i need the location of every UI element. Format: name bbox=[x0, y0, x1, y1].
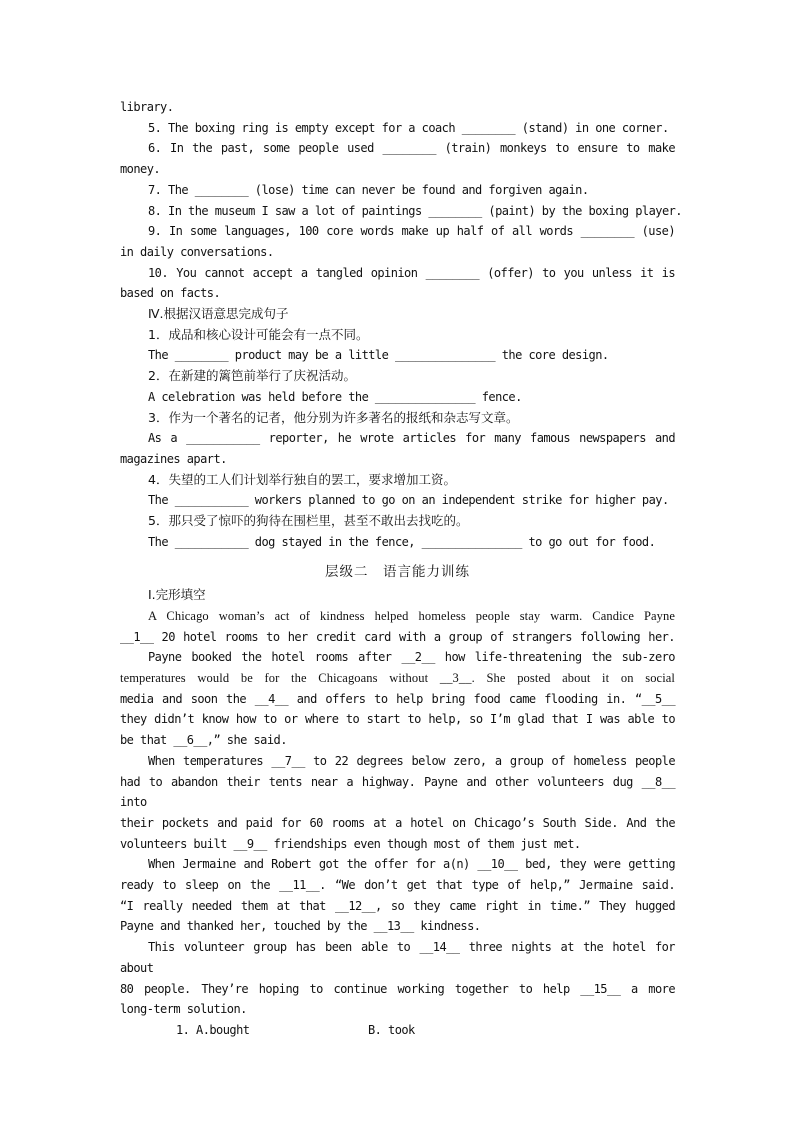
translation-answer-line: As a ___________ reporter, he wrote articles for many famous newspapers and bbox=[148, 431, 675, 446]
passage-line: they didn’t know how to or where to start to help, so I’m glad that I was able to bbox=[120, 712, 675, 727]
passage-line: had to abandon their tents near a highway. Payne and other volunteers dug __8__ into bbox=[120, 774, 675, 810]
option-a: 1. A.bought bbox=[176, 1022, 250, 1037]
translation-answer-line: The ________ product may be a little _______________ the core design. bbox=[148, 348, 609, 363]
translation-prompt: 3．作为一个著名的记者，他分别为许多著名的报纸和杂志写文章。 bbox=[148, 409, 519, 425]
exercise-item-7: 7. The ________ (lose) time can never be found and forgiven again. bbox=[148, 182, 589, 197]
text-line: money. bbox=[120, 162, 161, 177]
passage-line: media and soon the __4__ and offers to help bring food came flooding in. “__5__ bbox=[120, 691, 675, 706]
passage-line: volunteers built __9__ friendships even though most of them just met. bbox=[120, 836, 581, 851]
exercise-item-5: 5. The boxing ring is empty except for a coach ________ (stand) in one corner. bbox=[148, 120, 669, 135]
passage-line: Payne and thanked her, touched by the __13__ kindness. bbox=[120, 919, 481, 934]
passage-line: “I really needed them at that __12__, so they came right in time.” They hugged bbox=[120, 898, 675, 913]
exercise-item-8: 8. In the museum I saw a lot of paintings ________ (paint) by the boxing player. bbox=[148, 203, 682, 218]
worksheet-page bbox=[120, 97, 682, 1041]
passage-line: When temperatures __7__ to 22 degrees below zero, a group of homeless people bbox=[148, 753, 675, 768]
translation-answer-line: The ___________ dog stayed in the fence, _______________ to go out for food. bbox=[148, 534, 656, 549]
translation-answer-line: A celebration was held before the _______________ fence. bbox=[148, 389, 522, 404]
exercise-item-9: 9. In some languages, 100 core words make up half of all words ________ (use) bbox=[148, 224, 675, 239]
section-title: Ⅳ.根据汉语意思完成句子 bbox=[148, 306, 289, 322]
passage-line: be that __6__,” she said. bbox=[120, 733, 287, 748]
text-line: library. bbox=[120, 100, 174, 114]
passage-line: When Jermaine and Robert got the offer for a(n) __10__ bed, they were getting bbox=[148, 857, 675, 872]
passage-line: __1__ 20 hotel rooms to her credit card with a group of strangers following her. bbox=[120, 629, 675, 644]
option-b: B. took bbox=[368, 1022, 415, 1037]
text-line: based on facts. bbox=[120, 286, 221, 301]
passage-line: 80 people. They’re hoping to continue working together to help __15__ a more bbox=[120, 981, 675, 996]
passage-line: their pockets and paid for 60 rooms at a hotel on Chicago’s South Side. And the bbox=[120, 815, 675, 830]
translation-answer-line: The ___________ workers planned to go on an independent strike for higher pay. bbox=[148, 493, 669, 508]
text-line: in daily conversations. bbox=[120, 244, 274, 259]
translation-prompt: 2．在新建的篱笆前举行了庆祝活动。 bbox=[148, 368, 356, 384]
translation-prompt: 1．成品和核心设计可能会有一点不同。 bbox=[148, 326, 369, 342]
exercise-item-10: 10. You cannot accept a tangled opinion ________ (offer) to you unless it is bbox=[148, 265, 675, 280]
translation-prompt: 5．那只受了惊吓的狗待在围栏里，甚至不敢出去找吃的。 bbox=[148, 513, 469, 529]
passage-line: Payne booked the hotel rooms after __2__ how life-threatening the sub-zero bbox=[148, 650, 675, 665]
passage-line: temperatures would be for the Chicagoans without __3__. She posted about it on social bbox=[120, 670, 675, 685]
level-heading: 层级二 语言能力训练 bbox=[325, 564, 470, 581]
passage-line: long-term solution. bbox=[120, 1002, 247, 1017]
passage-line: This volunteer group has been able to __14__ three nights at the hotel for about bbox=[120, 940, 675, 975]
passage-line: A Chicago woman’s act of kindness helped homeless people stay warm. Candice Payne bbox=[148, 608, 675, 623]
passage-line: ready to sleep on the __11__. “We don’t get that type of help,” Jermaine said. bbox=[120, 878, 675, 893]
section-title: Ⅰ.完形填空 bbox=[148, 587, 206, 603]
exercise-item-6: 6. In the past, some people used ________ (train) monkeys to ensure to make bbox=[148, 141, 675, 156]
cloze-option-row bbox=[120, 1020, 675, 1041]
translation-prompt: 4．失望的工人们计划举行独自的罢工，要求增加工资。 bbox=[148, 471, 456, 487]
translation-answer-line: magazines apart. bbox=[120, 451, 227, 466]
